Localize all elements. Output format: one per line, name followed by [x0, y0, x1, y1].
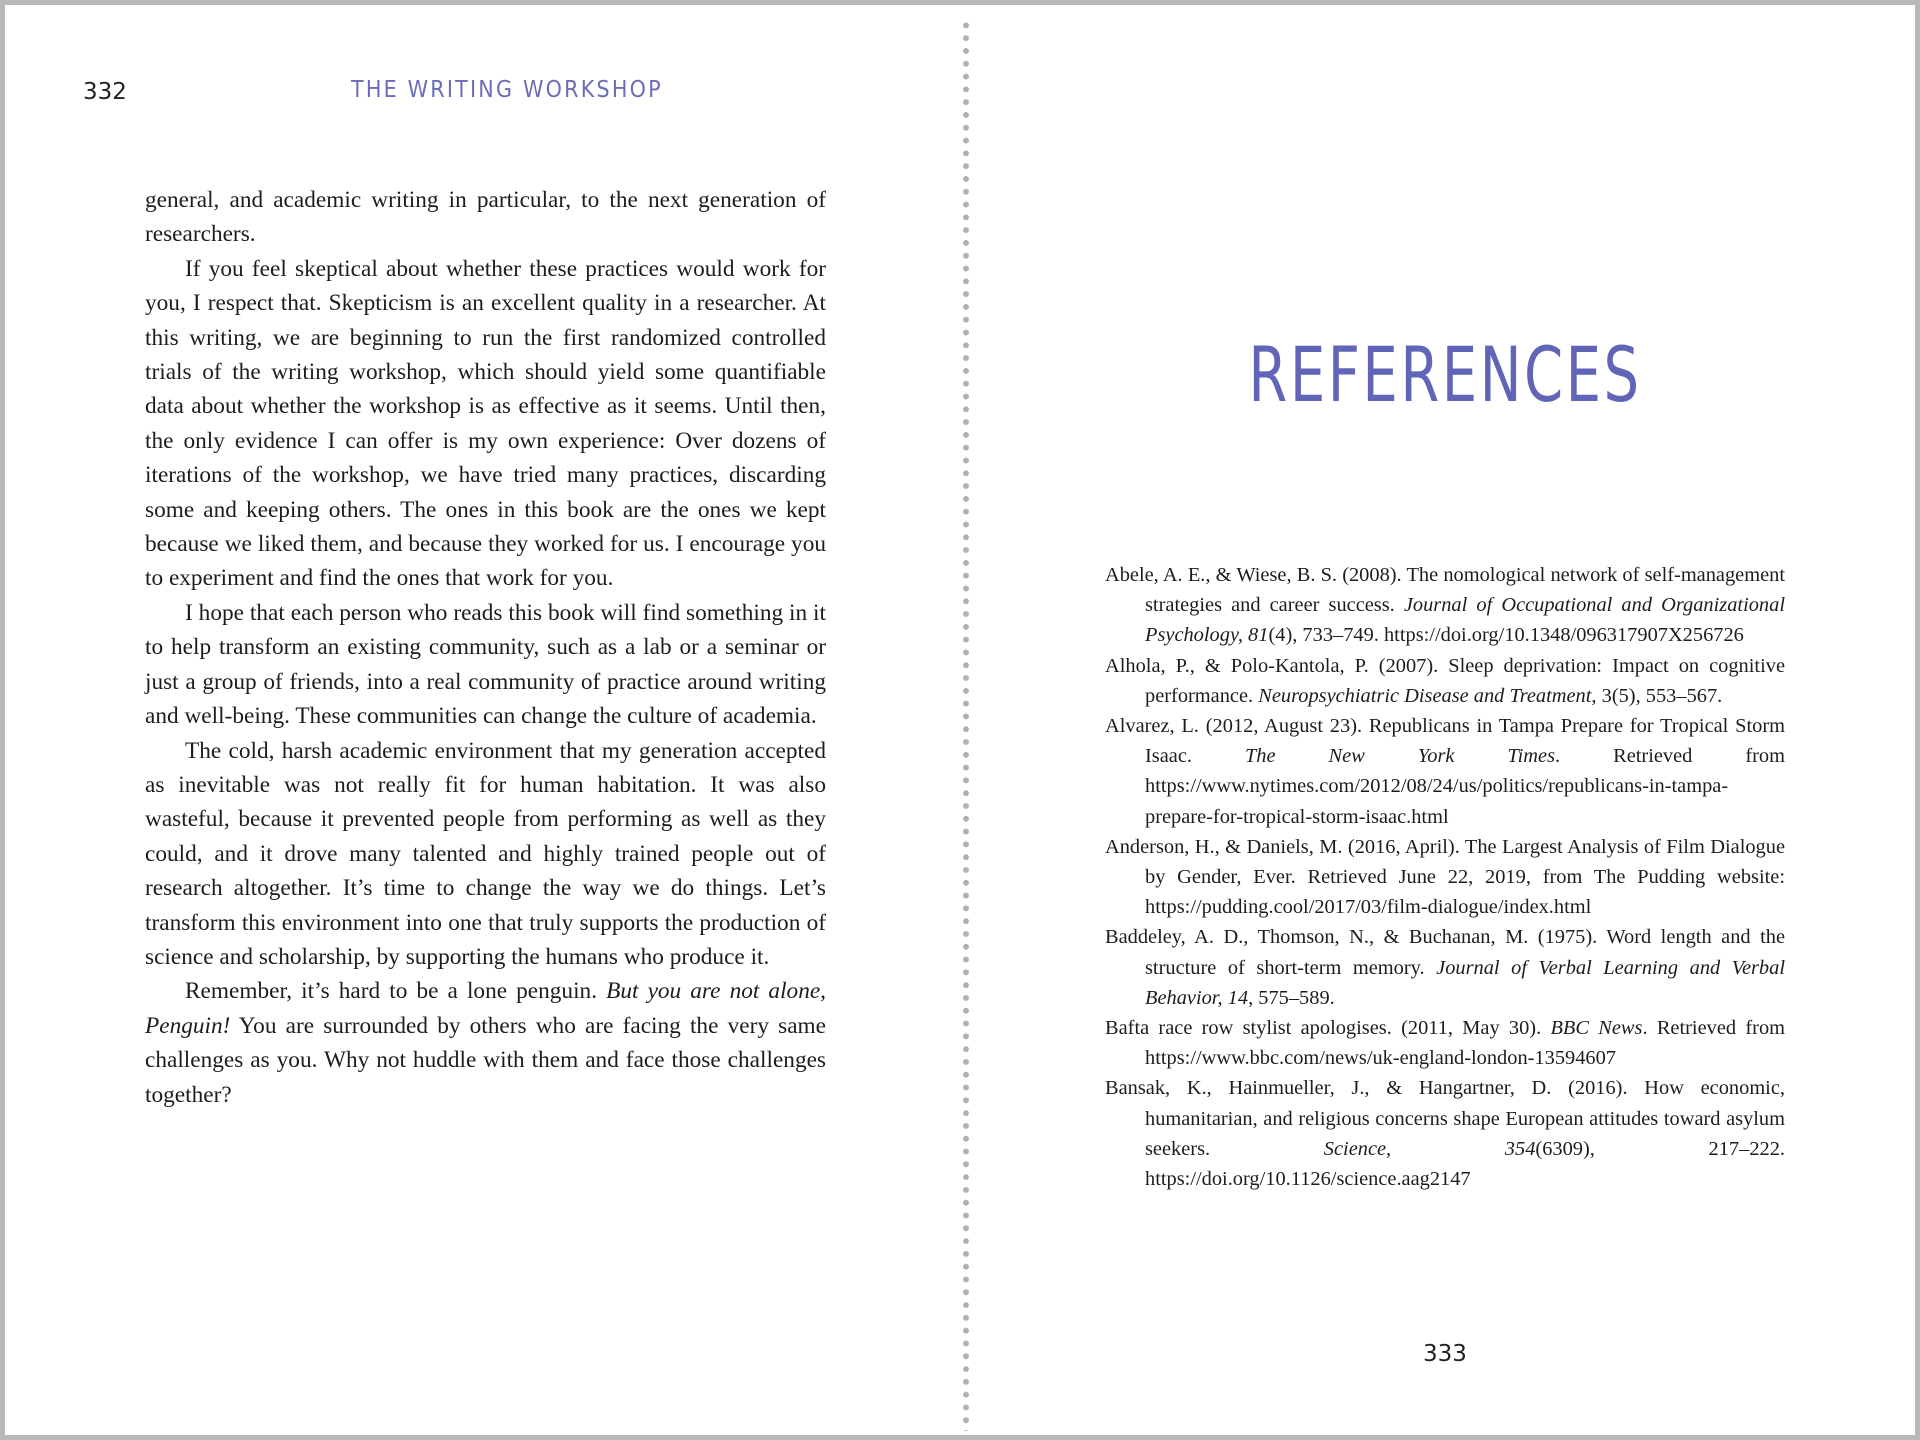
running-head: THE WRITING WORKSHOP — [351, 77, 663, 103]
reference-italic: Neuropsychiatric Disease and Treatment — [1258, 684, 1592, 707]
reference-text-end: (6309), 217–222. https://doi.org/10.1126/science.aag2147 — [1145, 1137, 1786, 1191]
reference-entry — [1105, 1013, 1785, 1073]
reference-text-end: . Retrieved from https://www.nytimes.com/2012/08/24/us/politics/republicans-in-tampa-prepare-for-tropical-storm-isaac.html — [1145, 745, 1785, 828]
right-page-number: 333 — [1423, 1341, 1467, 1367]
reference-text: Bansak, K., Hainmueller, J., & Hangartner, D. (2016). How economic, humanitarian, and religious concerns shape European attitudes toward asylum seekers. — [1105, 1077, 1785, 1160]
reference-entry — [1105, 1073, 1785, 1194]
reference-entry — [1105, 651, 1785, 711]
reference-entry — [1105, 560, 1785, 651]
reference-italic: BBC News — [1550, 1017, 1643, 1040]
references-heading: REFERENCES — [1248, 330, 1642, 419]
reference-text: Bafta race row stylist apologises. (2011, May 30). — [1105, 1017, 1551, 1040]
reference-entry — [1105, 832, 1785, 923]
reference-italic: Science, 354 — [1323, 1137, 1536, 1160]
reference-italic: The New York Times — [1244, 745, 1556, 768]
paragraph: general, and academic writing in particular, to the next generation of researchers. — [145, 187, 826, 248]
paragraph: The cold, harsh academic environment that my generation accepted as inevitable was not really fit for human habitation. It was also wasteful, because it prevented people from performing as well as they could, and it drove many talented and highly trained people out of research altogether. It’s time to change the way we do things. Let’s transform this environment into one that truly supports the production of science and scholarship, by supporting the humans who produce it. — [145, 737, 826, 970]
reference-italic: Journal of Occupational and Organizational Psychology, 81 — [1145, 594, 1785, 647]
reference-text-end: , 3(5), 553–567. — [1591, 684, 1723, 707]
reference-entry — [1105, 711, 1785, 832]
closing-paragraph — [145, 974, 826, 1112]
reference-italic: Journal of Verbal Learning and Verbal Behavior, 14 — [1145, 956, 1785, 1009]
closing-paragraph-end: You are surrounded by others who are facing the very same challenges as you. Why not huddle with them and face those challenges together? — [145, 1012, 826, 1108]
reference-text-end: (4), 733–749. https://doi.org/10.1348/096317907X256726 — [1268, 624, 1744, 647]
page-gutter-divider — [962, 19, 970, 1431]
left-page-body — [145, 183, 826, 1112]
paragraph: If you feel skeptical about whether these practices would work for you, I respect that. Skepticism is an excellent quality in a researcher. At this writing, we are beginning to run the first randomized controlled trials of the writing workshop, which should yield some quantifiable data about whether the workshop is as effective as it seems. Until then, the only evidence I can offer is my own experience: Over dozens of iterations of the workshop, we have tried many practices, discarding some and keeping others. The ones in this book are the ones we kept because we liked them, and because they worked for us. I encourage you to experiment and find the ones that work for you. — [145, 255, 826, 592]
reference-text-end: . Retrieved from https://www.bbc.com/news/uk-england-london-13594607 — [1145, 1017, 1785, 1070]
reference-text: Anderson, H., & Daniels, M. (2016, April). The Largest Analysis of Film Dialogue by Gender, Ever. Retrieved June 22, 2019, from The Pudding website: https://pudding.cool/2017/03/film-dialogue/index.html — [1105, 835, 1785, 919]
reference-list — [1105, 560, 1785, 1194]
reference-text: Alvarez, L. (2012, August 23). Republicans in Tampa Prepare for Tropical Storm Isaac. — [1105, 715, 1785, 768]
reference-text: Baddeley, A. D., Thomson, N., & Buchanan, M. (1975). Word length and the structure of short-term memory. — [1105, 926, 1785, 979]
paragraph: I hope that each person who reads this book will find something in it to help transform an existing community, such as a lab or a seminar or just a group of friends, into a real community of practice around writing and well-being. These communities can change the culture of academia. — [145, 599, 826, 730]
reference-text: Abele, A. E., & Wiese, B. S. (2008). The nomological network of self-management strategies and career success. — [1105, 564, 1785, 617]
reference-text-end: , 575–589. — [1248, 986, 1335, 1009]
reference-entry — [1105, 922, 1785, 1013]
closing-paragraph-start: Remember, it’s hard to be a lone penguin. — [185, 978, 607, 1005]
left-page-number: 332 — [83, 79, 127, 105]
reference-text: Alhola, P., & Polo-Kantola, P. (2007). Sleep deprivation: Impact on cognitive performance. — [1105, 654, 1785, 707]
closing-paragraph-italic: But you are not alone, Penguin! — [145, 978, 827, 1039]
